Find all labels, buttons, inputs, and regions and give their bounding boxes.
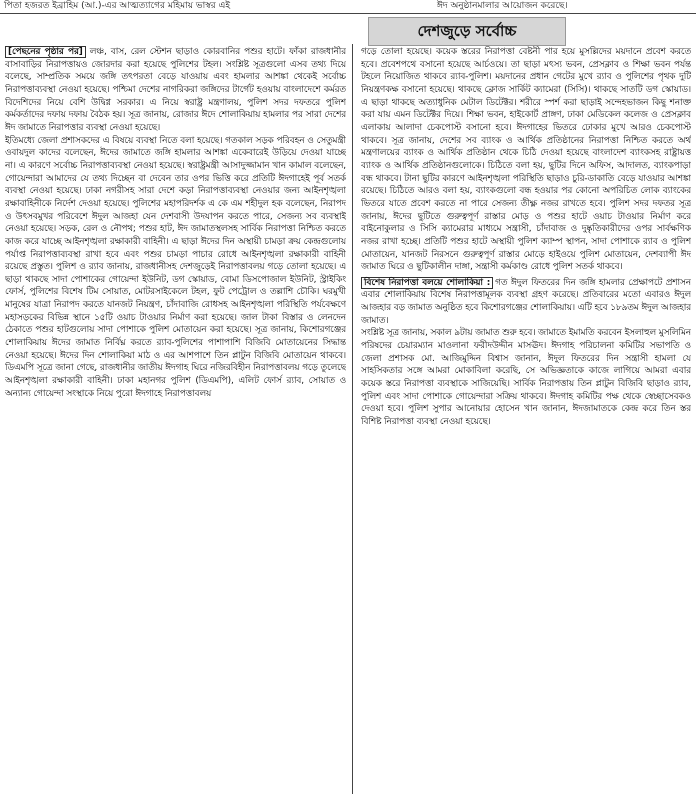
left-paragraph-1-text: লঞ্চ, বাস, রেল স্টেশন ছাড়াও কোরবানির পশুর হাটে। ফাঁকা রাজধানীর বাসাবাড়ির নিরাপত্তায়ও জোরদার করা হয়েছে পুলিশের টহল। সংশ্লিষ্ট সূত্রগুলো এসব তথ্য দিয়ে বলেছে, সাম্প্রতিক সময়ে জঙ্গি তৎপরতা বেড়ে যাওয়ায় এবং হামলার আশঙ্কা থেকেই সর্বোচ্চ নিরাপত্তাব্যবস্থা নেওয়া হয়েছে। পশ্চিমা দেশের নাগরিকরা জঙ্গিদের টার্গেট হওয়ায় বাংলাদেশে কর্মরত বিদেশিদের নিয়ে বেশি উদ্বিগ্ন সরকার। এ নিয়ে স্বরাষ্ট্র মন্ত্রণালয়, পুলিশ সদর দফতরে পুলিশ কর্মকর্তাদের দফায় দফায় বৈঠক হয়। সূত্র জানায়, রোজার ঈদে শোলাকিয়ায় হামলার পর সারা দেশের ঈদ জামাতে নিরাপত্তার ব্যবস্থা নেওয়া হয়েছে। <box>5 47 346 133</box>
subsection-heading: বিশেষ নিরাপত্তা বলয়ে শোলাকিয়া : <box>361 277 493 289</box>
continuation-label: [পেছনের পৃষ্ঠার পর] <box>5 46 86 58</box>
top-strip-right-text: ঈদ অনুষ্ঠানমালার আয়োজন করেছে। <box>437 1 568 11</box>
left-paragraph-1 <box>5 46 346 135</box>
section-banner <box>368 17 566 46</box>
banner-title: দেশজুড়ে সর্বোচ্চ <box>417 22 517 40</box>
left-column <box>5 46 346 796</box>
right-paragraph-1: গড়ে তোলা হয়েছে। কয়েক স্তরের নিরাপত্তা বেষ্টনী পার হয়ে মুসল্লিদের ময়দানে প্রবেশ করতে হবে। প্রবেশপথে বসানো হয়েছে আর্চওয়ে। তা ছাড়া মৎস্য ভবন, প্রেসক্লাব ও শিক্ষা ভবন পর্যন্ত টহলে নিয়োজিত থাকবে র‍্যাব-পুলিশ। ময়দানের প্রধান গেটের মুখে র‍্যাব ও পুলিশের পৃথক দুটি নিয়ন্ত্রণকক্ষ বসানো হয়েছে। থাকছে ক্লোজ সার্কিট ক্যামেরা (সিসি)। থাকছে সাতটি ডগ স্কোয়াড। এ ছাড়া থাকছে অত্যাধুনিক মেটাল ডিটেক্টর। শরীরে স্পর্শ করা ছাড়াই সন্দেহভাজন কিছু শনাক্ত করা যায় এমন ডিটেক্টর দিয়ে। শিক্ষা ভবন, হাইকোর্ট প্রাঙ্গণ, ঢাকা মেডিকেল কলেজ ও প্রেসক্লাব এলাকায় আলাদা চেকপোস্ট বসানো হবে। ঈদগাহের ভিতরে ঢোকার মুখে আরও চেকপোস্ট থাকবে। সূত্র জানায়, দেশের সব ব্যাংক ও আর্থিক প্রতিষ্ঠানের নিরাপত্তা নিশ্চিত করতে অর্থ মন্ত্রণালয়ের ব্যাংক ও আর্থিক প্রতিষ্ঠান থেকে চিঠি দেওয়া হয়েছে বাংলাদেশ ব্যাংকসহ রাষ্ট্রায়ত্ত ব্যাংক ও আর্থিক প্রতিষ্ঠানগুলোকে। চিঠিতে বলা হয়, ছুটির দিনে অফিস, আদালত, ব্যাংকপাড়া বন্ধ থাকবে। টানা ছুটির কারণে আইনশৃঙ্খলা পরিস্থিতি ছাড়াও চুরি-ডাকাতি বেড়ে যাওয়ার আশঙ্কা রয়েছে। চিঠিতে আরও বলা হয়, ব্যাংকগুলো বন্ধ হওয়ার পর কোনো অপরিচিত লোক ব্যাংকের ভিতরে যাতে প্রবেশ করতে না পারে সেজন্য তীক্ষ্ণ নজর রাখতে হবে। পুলিশ সদর দফতর সূত্র জানায়, ঈদের ছুটিতে গুরুত্বপূর্ণ রাস্তার মোড় ও পশুর হাটে ওয়াচ টাওয়ার নির্মাণ করে বাইনোকুলার ও সিসি ক্যামেরার মাধ্যমে সন্ত্রাসী, চাঁদাবাজ ও দুষ্কৃতিকারীদের ওপর সার্বক্ষণিক নজর রাখা হচ্ছে। প্রতিটি পশুর হাটে অস্থায়ী পুলিশ ক্যাম্প স্থাপন, সাদা পোশাকে র‍্যাব ও পুলিশ মোতায়েন, যানজট নিরসনে গুরুত্বপূর্ণ রাস্তার মোড়ে হাইওয়ে পুলিশ মোতায়েন, দেশব্যাপী ঈদ জামাত ঘিরে ও ছুটিকালীন দাঙ্গা, সন্ত্রাসী কর্মকাণ্ড রোধে পুলিশ সতর্ক থাকবে। <box>361 47 691 273</box>
subsection-paragraph-1-text: গত ঈদুল ফিতরের দিন জঙ্গি হামলার প্রেক্ষাপটে প্রশাসন এবার শোলাকিয়ায় বিশেষ নিরাপত্তামূলক ব্যবস্থা গ্রহণ করেছে। প্রতিবারের মতো এবারও ঈদুল আজহার বড় জামাত অনুষ্ঠিত হবে কিশোরগঞ্জের শোলাকিয়ায়। এটি হবে ১৮৯তম ঈদুল আজহার জামাত। <box>361 277 691 326</box>
subsection-paragraph-2: সংশ্লিষ্ট সূত্র জানায়, সকাল ৯টায় জামাত শুরু হবে। জামাতে ইমামতি করবেন ইসলাহুল মুসলিমিন পরিষদের চেয়ারম্যান মাওলানা ফরীদউদ্দীন মাসঊদ। ঈদগাহ পরিচালনা কমিটির সভাপতি ও জেলা প্রশাসক মো. আজিমুদ্দিন বিশ্বাস জানান, ঈদুল ফিতরের দিন সন্ত্রাসী হামলা যে সাহসিকতার সঙ্গে আমরা মোকাবিলা করেছি, সে অভিজ্ঞতাকে কাজে লাগিয়ে আমরা এবার কয়েক স্তরে নিরাপত্তা ব্যবস্থাকে সাজিয়েছি। সার্বিক নিরাপত্তায় তিন প্লাটুন বিজিবি ছাড়াও র‍্যাব, পুলিশ এবং সাদা পোশাকে গোয়েন্দারা সক্রিয় থাকবে। ঈদগাহ কমিটির পক্ষ থেকে স্বেচ্ছাসেবকও দেওয়া হবে। পুলিশ সুপার আনোয়ার হোসেন খান জানান, ঈদজামাতকে কেন্দ্র করে তিন স্তর বিশিষ্ট নিরাপত্তা ব্যবস্থা নেওয়া হয়েছে। <box>361 328 691 428</box>
left-paragraph-2: ইতিমধ্যে জেলা প্রশাসকদের এ বিষয়ে ব্যবস্থা নিতে বলা হয়েছে। গতকাল সড়ক পরিবহন ও সেতুমন্ত্রী ওবায়দুল কাদের বলেছেন, ঈদের জামাতে জঙ্গি হামলার আশঙ্কা একেবারেই উড়িয়ে দেওয়া যাচ্ছে না। এ কারণে সর্বোচ্চ নিরাপত্তাব্যবস্থা নেওয়া হয়েছে। স্বরাষ্ট্রমন্ত্রী আসাদুজ্জামান খান কামাল বলেছেন, গোয়েন্দারা আমাদের যে তথ্য দিচ্ছেন বা দেবেন তার ওপর ভিত্তি করে প্রতিটি ঈদগাহেই পূর্ব সতর্ক ব্যবস্থা নেওয়া হয়েছে। ঢাকা নগরীসহ সারা দেশে কড়া নিরাপত্তাব্যবস্থা নেওয়ার জন্য আইনশৃঙ্খলা রক্ষাবাহিনীকে নির্দেশ দেওয়া হয়েছে। পুলিশের মহাপরিদর্শক এ কে এম শহীদুল হক বলেছেন, নিরাপদ ও উৎসবমুখর পরিবেশে ঈদুল আজহা যেন দেশবাসী উদযাপন করতে পারে, সেজন্য সব ব্যবস্থাই নেওয়া হয়েছে। সড়ক, রেল ও নৌপথ; পশুর হাট, ঈদ জামাতস্থলসহ সার্বিক নিরাপত্তা নিশ্চিত করতে কাজ করে যাচ্ছে আইনশৃঙ্খলা রক্ষাকারী বাহিনী। এ ছাড়া ঈদের দিন অস্থায়ী চামড়া ক্রয় কেন্দ্রগুলোয় পর্যাপ্ত নিরাপত্তাব্যবস্থা রাখা হবে এবং পশুর চামড়া পাচার রোধে আইনশৃঙ্খলা রক্ষাকারী বাহিনী রয়েছে প্রস্তুত। পুলিশ ও র‍্যাব জানায়, রাজধানীসহ দেশজুড়েই নিরাপত্তাবলয় গড়ে তোলা হয়েছে। এ ছাড়া থাকছে সাদা পোশাকের গোয়েন্দা ইউনিট, ডগ স্কোয়াড, বোমা ডিসপোজাল ইউনিট, স্ট্রাইকিং ফোর্স, পুলিশের বিশেষ টিম সোয়াত, মোটরসাইকেলে টহল, ফুট পেট্রোল ও তল্লাশি চৌকি। ঘরমুখী মানুষের যাত্রা নিরাপদ করতে যানজট নিয়ন্ত্রণ, চাঁদাবাজি রোধসহ আইনশৃঙ্খলা পরিস্থিতি পর্যবেক্ষণে মহাসড়কের বিভিন্ন স্থানে ১৫টি ওয়াচ টাওয়ার নির্মাণ করা হয়েছে। জাল টাকা বিস্তার ও লেনদেন ঠেকাতে পশুর হাটগুলোয় সাদা পোশাকে পুলিশ মোতায়েন করা হয়েছে। সূত্র জানায়, কিশোরগঞ্জের শোলাকিয়ায় ঈদের জামাত নির্বিঘ্ন করতে র‍্যাব-পুলিশের পাশাপাশি বিজিবি মোতায়েনের সিদ্ধান্ত নেওয়া হয়েছে। ঈদের দিন শোলাকিয়া মাঠ ও এর আশপাশে তিন প্লাটুন বিজিবি মোতায়েন থাকবে। ডিএমপি সূত্রে জানা গেছে, রাজধানীর জাতীয় ঈদগাহ ঘিরে নজিরবিহীন নিরাপত্তাবলয় গড়ে তুলেছে আইনশৃঙ্খলা রক্ষাকারী বাহিনী। ঢাকা মহানগর পুলিশ (ডিএমপি), এলিট ফোর্স র‍্যাব, সোয়াত ও অন্যান্য গোয়েন্দা সংস্থাকে নিয়ে পুরো ঈদগাহে নিরাপত্তাবলয় <box>5 135 346 399</box>
top-rule <box>0 13 696 14</box>
top-strip-left-text: পিতা হজরত ইব্রাহিম (আ.)-এর আত্মত্যাগের মহিমায় ভাস্বর এই <box>4 1 231 11</box>
right-column <box>361 46 691 796</box>
top-strip <box>0 0 696 13</box>
column-divider <box>352 44 353 794</box>
subsection-paragraph-1 <box>361 277 691 328</box>
